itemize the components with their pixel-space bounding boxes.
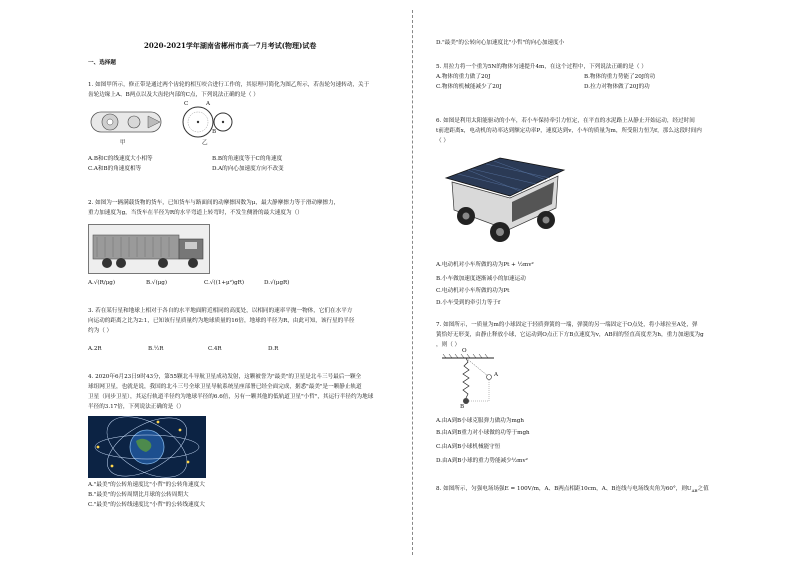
exam-title: 2020-2021学年湖南省郴州市高一7月考试(物理)试卷	[144, 41, 317, 50]
section-heading: 一、选择题	[88, 60, 116, 66]
q1-figure-jia	[90, 106, 164, 138]
column-divider	[412, 10, 413, 555]
q1-text-line2: 齿轮边缘上A、B两点以及大齿轮内部的C点，下列说法正确的是（ ）	[88, 92, 259, 98]
q1-option-b: B.B的角速度等于C的角速度	[212, 156, 283, 162]
q1-option-d: D.A的向心加速度方向不改变	[212, 166, 284, 172]
q5-option-d: D.拉力对物体做了20J的功	[584, 84, 650, 90]
q7-point-a-label: A	[494, 372, 499, 378]
q3-text-line3: 约为（ ）	[88, 328, 113, 334]
q6-option-c: C.电动机对小车所做的功为Pt	[436, 288, 510, 294]
right-column	[436, 0, 766, 562]
q7-text-line3: ，则（ ）	[436, 342, 461, 348]
q4-option-a: A."最美"的公转角速度比"小哲"的公转角速度大	[88, 482, 205, 488]
q7-point-o-label: O	[462, 348, 467, 354]
q4-option-b: B."最美"的公转周期比月球的公转周期大	[88, 492, 189, 498]
q4-text-line3: 卫星（同步卫星），其运行轨道半径约为地球半径的6.6倍，另有一颗其他的低轨道卫星"小哲"，其运行半径约为地球	[88, 394, 374, 400]
q2-option-d: D.√(μgR)	[264, 280, 290, 286]
q2-option-c: C.√((1+μ²)gR)	[204, 280, 245, 286]
q8-text-end: 之值	[697, 486, 709, 492]
q7-text-line1: 7. 如图所示，一质量为m的小球固定于轻质弹簧的一端，弹簧的另一端固定于O点处，将小球拉至A处，弹	[436, 322, 698, 328]
q6-option-b: B.小车做加速度逐渐减小的加速运动	[436, 276, 526, 282]
q7-option-a: A.由A到B小球克服弹力做功为mgh	[436, 418, 524, 424]
q1-fig-label-yi: 乙	[202, 140, 208, 146]
q6-text-line3: （ ）	[436, 138, 449, 144]
q2-text-line2: 重力加速度为g，当货车在半径为R的水平弯道上转弯时，不发生侧滑的最大速度为（）	[88, 210, 303, 216]
q1-point-c-label: C	[184, 101, 189, 107]
q4-option-c: C."最美"的公转线速度比"小哲"的公转线速度大	[88, 502, 205, 508]
q6-text-line1: 6. 如图是利用太阳能驱动的小车，若小车保持牵引力恒定，在平直的水泥路上从静止开始运动，经过时间	[436, 118, 695, 124]
q7-point-b-label: B	[460, 404, 465, 410]
q4-text-line2: 球组网卫星，也就是说，我国的北斗三号全球卫星导航系统星座部署已经全面完成，据悉"最美"是一颗静止轨道	[88, 384, 362, 390]
q3-option-d: D.R	[268, 346, 279, 352]
q6-option-d: D.小车受到的牵引力等于f	[436, 300, 501, 306]
q7-option-d: D.由A到B小球的重力势能减少½mv²	[436, 458, 528, 464]
q3-option-c: C.4R	[208, 346, 222, 352]
q6-text-line2: t前进距离x，电动机的功率达到额定功率P，速度达到v，小车的质量为m，所受阻力恒为f，那么这段时间内	[436, 128, 702, 134]
q1-point-a-label: A	[206, 101, 211, 107]
q8-text-line1	[436, 486, 709, 494]
q2-truck-photo	[88, 224, 210, 274]
q5-text-line1: 5. 用拉力将一个重为5N的物体匀速提升4m，在这个过程中，下列说法正确的是（ ）	[436, 64, 647, 70]
q1-point-b-label: B	[212, 129, 217, 135]
q1-figure-yi	[178, 104, 238, 142]
q2-text-line1: 2. 如图为一辆满载货物的货车，已知货车与路面间的动摩擦因数为μ，最大静摩擦力等于滑动摩擦力，	[88, 200, 340, 206]
left-column	[88, 0, 388, 562]
q6-option-a: A.电动机对小车所做的功为Pt + ½mv²	[436, 262, 534, 268]
q7-spring-figure	[438, 352, 502, 412]
q3-option-a: A.2R	[88, 346, 102, 352]
q5-option-b: B.物体的重力势能了20J的功	[584, 74, 656, 80]
q3-option-b: B.½R	[148, 346, 164, 352]
q7-option-b: B.由A到B重力对小球做的功等于mgh	[436, 430, 530, 436]
q7-text-line2: 簧恰好无形变，由静止释放小球，它运动到O点正下方B点速度为v，AB间的竖直高度差为h，重力加速度为g	[436, 332, 704, 338]
q2-option-a: A.√(R/μg)	[88, 280, 116, 286]
q5-option-c: C.物体的机械能减少了20J	[436, 84, 502, 90]
q2-option-b: B.√(μg)	[146, 280, 168, 286]
q8-text-main: 8. 如图所示，匀强电场场强E = 100V/m，A、B两点相距10cm，A、B连线与电场线夹角为60°，则U	[436, 486, 692, 492]
q1-option-c: C.A和B的角速度相等	[88, 166, 142, 172]
q1-option-a: A.B和C的线速度大小相等	[88, 156, 153, 162]
q6-solar-car-image	[438, 150, 568, 250]
q4-option-d: D."最美"的公转向心加速度比"小哲"的向心加速度小	[436, 40, 565, 46]
q4-text-line1: 4. 2020年6月23日9时43分，第55颗北斗导航卫星成功发射，这颗被誉为"最美"的卫星是北斗三号最后一颗全	[88, 374, 362, 380]
q3-text-line1: 3. 若在某行星和地球上相对于各自的水平地面附近相同的高度处，以相同的速率平抛一物体，它们在水平方	[88, 308, 353, 314]
q8-subscript: AB	[691, 488, 698, 494]
q1-fig-label-jia: 甲	[120, 140, 126, 146]
q1-text-line1: 1. 如图甲所示，修正带是通过两个齿轮的相互咬合进行工作的，其原理可简化为图乙所示，若齿轮匀速转动，关于	[88, 82, 370, 88]
q4-satellite-image	[88, 416, 206, 478]
q3-text-line2: 向运动的距离之比为2:1，已知该行星质量约为地球质量的16倍，地球的半径为R，由此可知，该行星的半径	[88, 318, 355, 324]
q4-text-line4: 半径的3.17倍，下列说法正确的是（）	[88, 404, 185, 410]
q7-option-c: C.由A到B小球机械能守恒	[436, 444, 501, 450]
q5-option-a: A.物体的重力做了20J	[436, 74, 491, 80]
